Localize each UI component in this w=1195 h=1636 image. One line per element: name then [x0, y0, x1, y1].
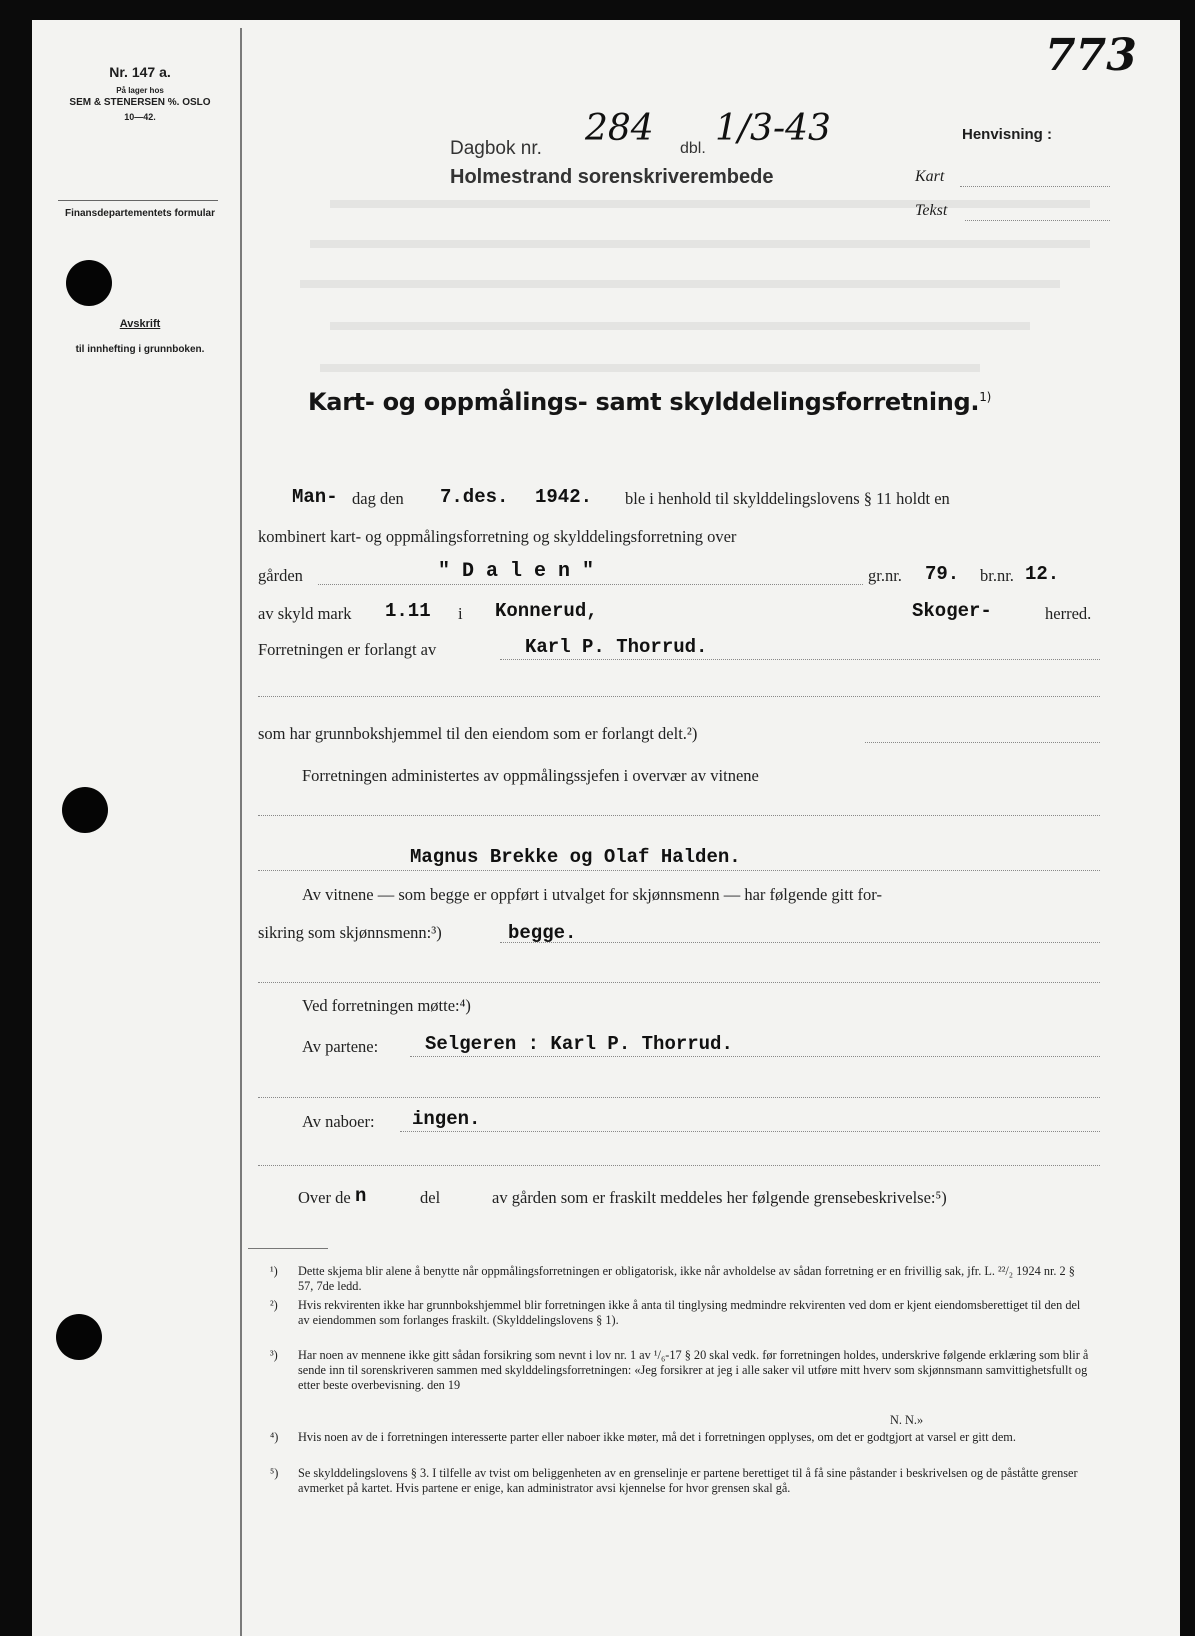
show-through — [300, 280, 1060, 288]
requested-line — [500, 659, 1100, 660]
witness-line — [258, 870, 1100, 871]
dbl-label: dbl. — [680, 140, 706, 157]
form-label: Finansdepartementets formular — [64, 208, 216, 219]
footnote: ²) Hvis rekvirenten ikke har grunnbokshjemmel blir forretningen ikke å anta til tinglysing medmindre rekvirenten ved dom er kjent eiendomsberettiget til den del av eiendommen som forlanges fraskilt. (Skylddelingslovens § 1). — [270, 1298, 1081, 1327]
show-through — [310, 240, 1090, 248]
punch-hole — [62, 787, 108, 833]
vitnene-line — [500, 942, 1100, 943]
vitnene-text-1: Av vitnene — som begge er oppført i utvalget for skjønnsmenn — har følgende gitt for- — [302, 885, 882, 904]
page-number: 773 — [1045, 30, 1137, 81]
weekday-typed: Man- — [292, 486, 338, 508]
blank-line — [258, 1165, 1100, 1166]
show-through — [330, 200, 1090, 208]
skyld-label: av skyld mark — [258, 604, 352, 623]
requested-label: Forretningen er forlangt av — [258, 640, 437, 659]
form-title: Kart- og oppmålings- samt skylddelingsforretning.$^{1)}$ — [308, 388, 991, 416]
administered-text: Forretningen administertes av oppmålingssjefen i overvær av vitnene — [302, 766, 759, 785]
footnote-signature: N. N.» — [890, 1413, 924, 1427]
margin-divider — [58, 200, 218, 201]
over-label: Over de — [298, 1188, 351, 1207]
naboer-typed: ingen. — [412, 1108, 481, 1130]
punch-hole — [56, 1314, 102, 1360]
blank-line — [258, 982, 1100, 983]
year-typed: 1942. — [535, 486, 593, 508]
i-label: i — [458, 604, 463, 623]
margin-rule — [240, 28, 242, 1636]
place-value: Konnerud, — [495, 600, 598, 622]
henvisning-label: Henvisning : — [962, 126, 1053, 143]
mote-text: Ved forretningen møtte:⁴) — [302, 996, 471, 1015]
footnote: ⁵) Se skylddelingslovens § 3. I tilfelle av tvist om beliggenheten av en grenselinje er partene berettiget til å få sine påstander i beskrivelsen og de påståtte grenser avmerket på kartet. Hvis partene er enige, kan administrator avsi kjennelse for hvor grensen skal gå. — [270, 1466, 1078, 1495]
tekst-line — [965, 220, 1110, 221]
grnr-label: gr.nr. — [868, 566, 902, 585]
skyld-value: 1.11 — [385, 600, 431, 622]
printer-line-2: SEM & STENERSEN %. OSLO — [69, 97, 211, 108]
office-stamp: Holmestrand sorenskriverembede — [450, 166, 774, 188]
grnr-value: 79. — [925, 563, 960, 585]
farm-line — [318, 584, 863, 585]
punch-hole — [66, 260, 112, 306]
document-page — [32, 20, 1180, 1636]
printer-line-3: 10—42. — [124, 112, 156, 122]
copy-subtitle: til innhefting i grunnboken. — [75, 344, 205, 355]
show-through — [330, 322, 1030, 330]
partene-label: Av partene: — [302, 1037, 379, 1056]
tekst-label: Tekst — [915, 202, 948, 219]
blank-line — [258, 696, 1100, 697]
footnote-rule — [248, 1248, 328, 1249]
date-typed: 7.des. — [440, 486, 509, 508]
form-number: Nr. 147 a. — [109, 64, 171, 80]
herred-name: Skoger- — [912, 600, 992, 622]
printer-line-1: På lager hos — [116, 86, 164, 95]
footnote: ³) Har noen av mennene ikke gitt sådan forsikring som nevnt i lov nr. 1 av ¹/₆-17 § 20 skal vedk. før forretningen holdes, underskrive følgende erklæring som blir å sende inn til sorenskriveren sammen med skylddelingsforretningen: «Jeg forsikrer at jeg i alle saker vil utføre mitt hverv som skjønnsmann samvittighetsfullt og etter beste overbevisning. den 19 — [270, 1348, 1089, 1392]
vitnene-text-2: sikring som skjønnsmenn:³) — [258, 923, 442, 942]
blank-line — [258, 1097, 1100, 1098]
naboer-label: Av naboer: — [302, 1112, 375, 1131]
del-label: del — [420, 1188, 441, 1207]
show-through — [320, 364, 980, 372]
farm-name: " D a l e n " — [438, 560, 595, 583]
hjemmel-line — [865, 742, 1100, 743]
partene-typed: Selgeren : Karl P. Thorrud. — [425, 1033, 733, 1055]
text-line-2: kombinert kart- og oppmålingsforretning og skylddelingsforretning over — [258, 527, 737, 546]
requested-by: Karl P. Thorrud. — [525, 636, 708, 658]
over-typed: n — [355, 1185, 367, 1207]
kart-line — [960, 186, 1110, 187]
grense-text: av gården som er fraskilt meddeles her følgende grensebeskrivelse:⁵) — [492, 1188, 947, 1207]
footnote: ¹) Dette skjema blir alene å benytte når oppmålingsforretningen er obligatorisk, ikke når avholdelse av sådan forretning er en frivillig sak, jfr. L. ²²/₂ 1924 nr. 2 § 57, 7de ledd. — [270, 1264, 1075, 1293]
dagbok-label: Dagbok nr. — [450, 138, 542, 159]
copy-title: Avskrift — [119, 318, 161, 330]
brnr-value: 12. — [1025, 563, 1060, 585]
hjemmel-text: som har grunnbokshjemmel til den eiendom som er forlangt delt.²) — [258, 724, 698, 743]
naboer-line — [400, 1131, 1100, 1132]
herred-label: herred. — [1045, 604, 1092, 623]
partene-line — [410, 1056, 1100, 1057]
witnesses-typed: Magnus Brekke og Olaf Halden. — [410, 846, 741, 868]
dag-den-label: dag den — [352, 489, 404, 508]
farm-label: gården — [258, 566, 303, 585]
dbl-date: 1/3-43 — [715, 108, 831, 149]
brnr-label: br.nr. — [980, 566, 1014, 585]
text-line-1: ble i henhold til skylddelingslovens § 11 holdt en — [625, 489, 950, 508]
footnote: ⁴) Hvis noen av de i forretningen interesserte parter eller naboer ikke møter, må det i forretningen opplyses, om det er godtgjort at varsel er gitt dem. — [270, 1430, 1016, 1444]
dagbok-number: 284 — [585, 108, 654, 149]
kart-label: Kart — [915, 168, 945, 185]
blank-line — [258, 815, 1100, 816]
begge-typed: begge. — [508, 922, 577, 944]
